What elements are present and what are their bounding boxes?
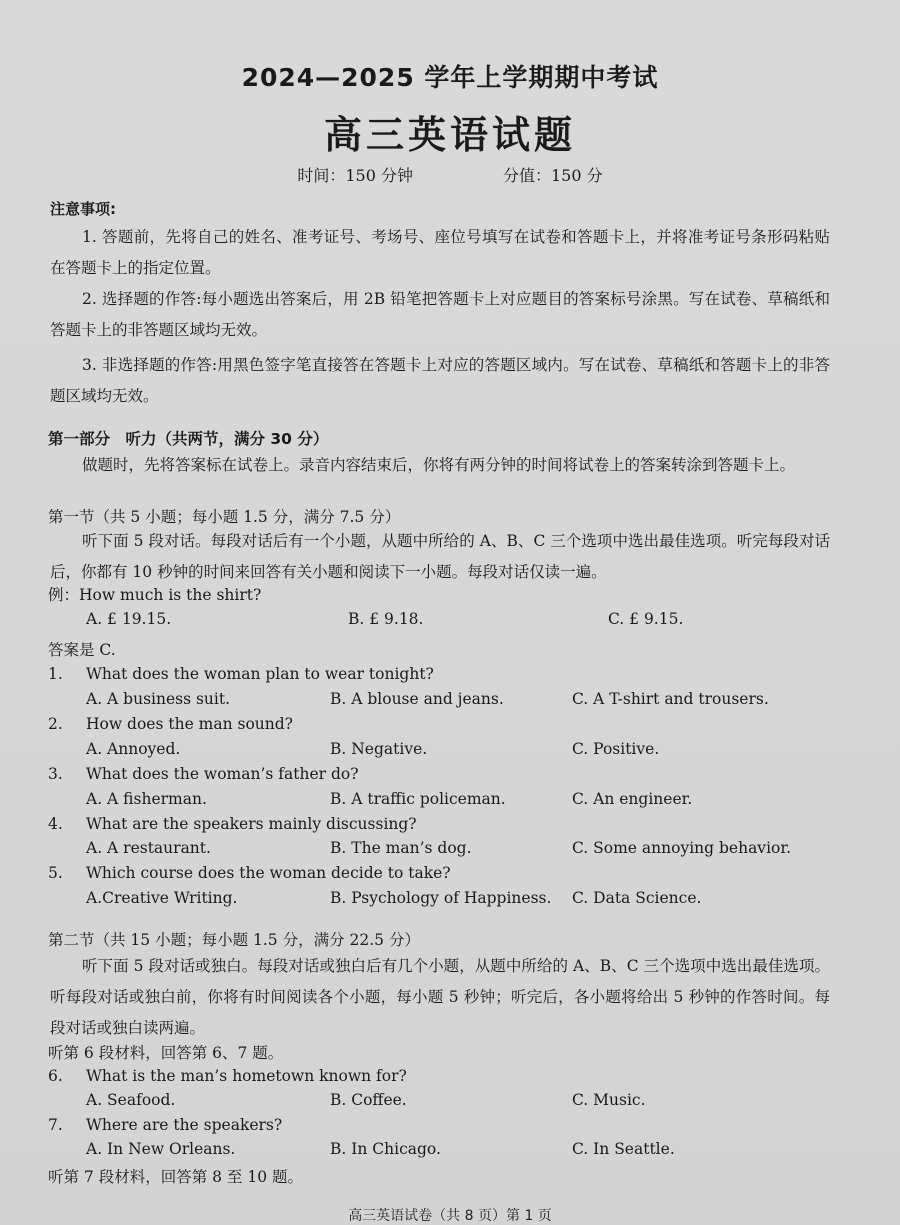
option-a: A. A fisherman.	[86, 790, 207, 808]
question-number: 4.	[48, 815, 63, 833]
question-text: Where are the speakers?	[86, 1116, 283, 1134]
part1-heading: 第一部分 听力（共两节，满分 30 分）	[48, 430, 329, 448]
example-option-b: B. £ 9.18.	[348, 610, 424, 628]
option-c: C. In Seattle.	[572, 1140, 675, 1158]
question-text: What does the woman plan to wear tonight?	[86, 665, 434, 683]
option-a: A. A restaurant.	[86, 839, 211, 857]
question-text: How does the man sound?	[86, 715, 293, 733]
option-c: C. An engineer.	[572, 790, 693, 808]
material-7-instruction: 听第 7 段材料，回答第 8 至 10 题。	[48, 1168, 304, 1186]
example-question: 例：How much is the shirt?	[48, 586, 262, 604]
example-option-c: C. £ 9.15.	[608, 610, 684, 628]
option-c: C. Music.	[572, 1091, 646, 1109]
option-b: B. The man’s dog.	[330, 839, 472, 857]
exam-subject-title: 高三英语试题	[323, 113, 576, 157]
notice-item-2: 2. 选择题的作答:每小题选出答案后，用 2B 铅笔把答题卡上对应题目的答案标号涂黑。写在试卷、草稿纸和答题卡上的非答题区域均无效。	[50, 290, 830, 339]
option-a: A. A business suit.	[86, 690, 231, 708]
option-c: C. A T-shirt and trousers.	[572, 690, 769, 708]
part1-intro: 做题时，先将答案标在试卷上。录音内容结束后，你将有两分钟的时间将试卷上的答案转涂到答题卡上。	[82, 456, 796, 474]
option-b: B. In Chicago.	[330, 1140, 441, 1158]
option-a: A. Seafood.	[86, 1091, 176, 1109]
question-text: What is the man’s hometown known for?	[86, 1067, 407, 1085]
option-b: B. A traffic policeman.	[330, 790, 506, 808]
question-number: 2.	[48, 715, 63, 733]
section1-intro: 听下面 5 段对话。每段对话后有一个小题，从题中所给的 A、B、C 三个选项中选出最佳选项。听完每段对话后，你都有 10 秒钟的时间来回答有关小题和阅读下一小题。每段对话仅读一遍。	[50, 532, 830, 581]
exam-meta	[0, 163, 900, 186]
notice-item-3: 3. 非选择题的作答:用黑色签字笔直接答在答题卡上对应的答题区域内。写在试卷、草稿纸和答题卡上的非答题区域均无效。	[50, 356, 830, 405]
option-a: A. In New Orleans.	[86, 1140, 236, 1158]
question-number: 1.	[48, 665, 63, 683]
option-b: B. Coffee.	[330, 1091, 407, 1109]
question-number: 6.	[48, 1067, 63, 1085]
question-number: 3.	[48, 765, 63, 783]
example-answer: 答案是 C.	[48, 641, 116, 659]
question-text: What are the speakers mainly discussing?	[86, 815, 417, 833]
question-text: Which course does the woman decide to take?	[86, 864, 451, 882]
exam-term-title: 2024—2025 学年上学期期中考试	[241, 63, 659, 92]
option-c: C. Some annoying behavior.	[572, 839, 791, 857]
notice-item-1: 1. 答题前，先将自己的姓名、准考证号、考场号、座位号填写在试卷和答题卡上，并将准考证号条形码粘贴在答题卡上的指定位置。	[50, 228, 830, 277]
option-b: B. Psychology of Happiness.	[330, 889, 552, 907]
example-option-a: A. £ 19.15.	[86, 610, 172, 628]
section2-heading: 第二节（共 15 小题；每小题 1.5 分，满分 22.5 分）	[48, 931, 420, 949]
question-number: 5.	[48, 864, 63, 882]
notice-heading: 注意事项:	[50, 200, 116, 218]
material-6-instruction: 听第 6 段材料，回答第 6、7 题。	[48, 1044, 284, 1062]
option-c: C. Data Science.	[572, 889, 702, 907]
section1-heading: 第一节（共 5 小题；每小题 1.5 分，满分 7.5 分）	[48, 508, 401, 526]
exam-score: 分值：150 分	[503, 166, 603, 185]
section2-intro: 听下面 5 段对话或独白。每段对话或独白后有几个小题，从题中所给的 A、B、C 三个选项中选出最佳选项。听每段对话或独白前，你将有时间阅读各个小题，每小题 5 秒钟；听完后，各小题将给出 5 秒钟的作答时间。每段对话或独白读两遍。	[50, 957, 830, 1037]
option-c: C. Positive.	[572, 740, 660, 758]
question-text: What does the woman’s father do?	[86, 765, 359, 783]
page-footer: 高三英语试卷（共 8 页）第 1 页	[348, 1208, 552, 1224]
option-a: A. Annoyed.	[86, 740, 181, 758]
question-number: 7.	[48, 1116, 63, 1134]
option-a: A.Creative Writing.	[86, 889, 238, 907]
exam-time: 时间：150 分钟	[297, 166, 413, 185]
option-b: B. Negative.	[330, 740, 428, 758]
option-b: B. A blouse and jeans.	[330, 690, 504, 708]
